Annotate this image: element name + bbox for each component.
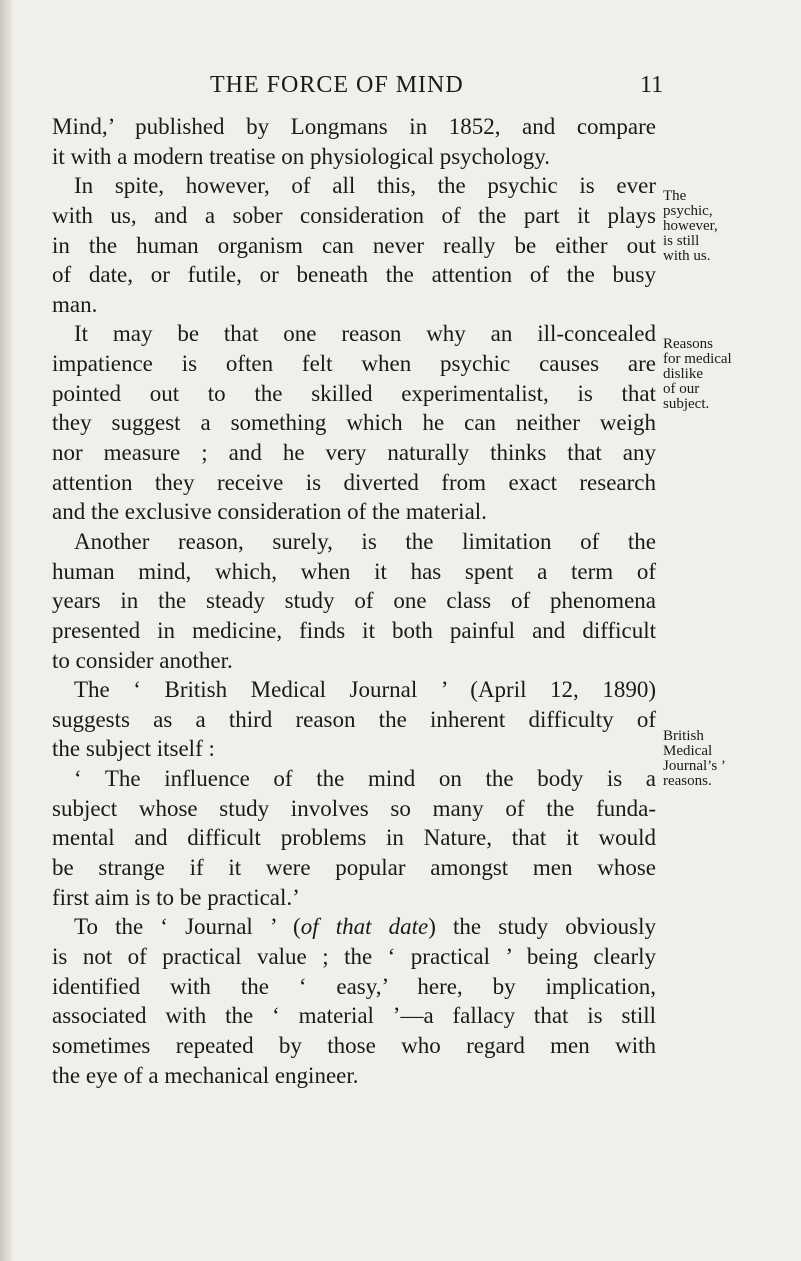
- italic-phrase: of that date: [300, 914, 429, 940]
- sidenote-line: is still: [663, 233, 700, 249]
- page-binding-edge: [0, 0, 12, 1261]
- sidenote-line: with us.: [663, 248, 711, 264]
- paragraph-3: [52, 319, 656, 526]
- text-line: is not of practical value ; the ‘ practical ’ being clearly: [52, 943, 656, 969]
- text-line: of date, or futile, or beneath the attention of the busy: [52, 262, 656, 288]
- body-text: [52, 112, 656, 1090]
- running-title: THE FORCE OF MIND: [210, 72, 464, 98]
- paragraph-1: [52, 112, 656, 171]
- text-line: with us, and a sober consideration of the part it plays: [52, 202, 656, 228]
- paragraph-2: [52, 171, 656, 319]
- paragraph-7: [52, 912, 656, 1090]
- text-line: it with a modern treatise on physiological psychology.: [52, 143, 551, 169]
- text-line: human mind, which, when it has spent a term of: [52, 558, 656, 584]
- text-line: impatience is often felt when psychic causes are: [52, 351, 656, 377]
- sidenote-line: Reasons: [663, 336, 713, 352]
- sidenote-line: Journal’s ’: [663, 758, 726, 774]
- sidenote-line: for medical: [663, 351, 732, 367]
- text-line: and the exclusive consideration of the material.: [52, 499, 487, 525]
- text-line: first aim is to be practical.’: [52, 884, 300, 910]
- text-line: years in the steady study of one class of phenomena: [52, 588, 656, 614]
- running-header: [0, 72, 801, 102]
- text-line: nor measure ; and he very naturally thinks that any: [52, 440, 656, 466]
- sidenote-line: subject.: [663, 396, 710, 412]
- text-line: The ‘ British Medical Journal ’ (April 12, 1890): [74, 677, 656, 703]
- text-line: the eye of a mechanical engineer.: [52, 1062, 359, 1088]
- sidenote-psychic: [663, 189, 801, 264]
- page-number: 11: [640, 72, 664, 98]
- sidenote-line: The: [663, 188, 687, 204]
- quotation: [52, 764, 656, 912]
- sidenote-line: psychic,: [663, 203, 713, 219]
- text-line: sometimes repeated by those who regard men with: [52, 1032, 656, 1058]
- text-line: suggests as a third reason the inherent difficulty of: [52, 706, 656, 732]
- text-line: [52, 912, 656, 942]
- text-line: be strange if it were popular amongst men whose: [52, 855, 656, 881]
- sidenote-line: of our: [663, 381, 700, 397]
- sidenote-line: reasons.: [663, 773, 712, 789]
- text-line: ‘ The influence of the mind on the body is a: [74, 766, 656, 792]
- sidenote-line: British: [663, 728, 704, 744]
- text-line: associated with the ‘ material ’—a fallacy that is still: [52, 1003, 656, 1029]
- sidenote-line: Medical: [663, 743, 713, 759]
- text-line: In spite, however, of all this, the psychic is ever: [74, 173, 656, 199]
- text-line: Another reason, surely, is the limitation of the: [74, 528, 656, 554]
- sidenote-bmj: [663, 729, 801, 789]
- text-line: to consider another.: [52, 647, 233, 673]
- text-line: attention they receive is diverted from exact research: [52, 469, 656, 495]
- text-line: mental and difficult problems in Nature, that it would: [52, 825, 656, 851]
- text-line: in the human organism can never really be either out: [52, 232, 656, 258]
- text-line: presented in medicine, finds it both painful and difficult: [52, 617, 656, 643]
- text-line: man.: [52, 291, 98, 317]
- text-run: To the ‘ Journal ’ (: [74, 914, 301, 940]
- text-line: It may be that one reason why an ill-concealed: [74, 321, 656, 347]
- text-line: the subject itself :: [52, 736, 215, 762]
- text-line: Mind,’ published by Longmans in 1852, and compare: [52, 114, 656, 139]
- paragraph-4: [52, 527, 656, 675]
- sidenote-reasons: [663, 337, 801, 412]
- text-line: subject whose study involves so many of the funda-: [52, 795, 656, 821]
- sidenote-line: dislike: [663, 366, 703, 382]
- text-line: pointed out to the skilled experimentalist, is that: [52, 380, 656, 406]
- text-line: identified with the ‘ easy,’ here, by implication,: [52, 973, 656, 999]
- text-line: they suggest a something which he can neither weigh: [52, 410, 656, 436]
- paragraph-5: [52, 675, 656, 764]
- text-run: ) the study obviously: [428, 914, 656, 940]
- sidenote-line: however,: [663, 218, 718, 234]
